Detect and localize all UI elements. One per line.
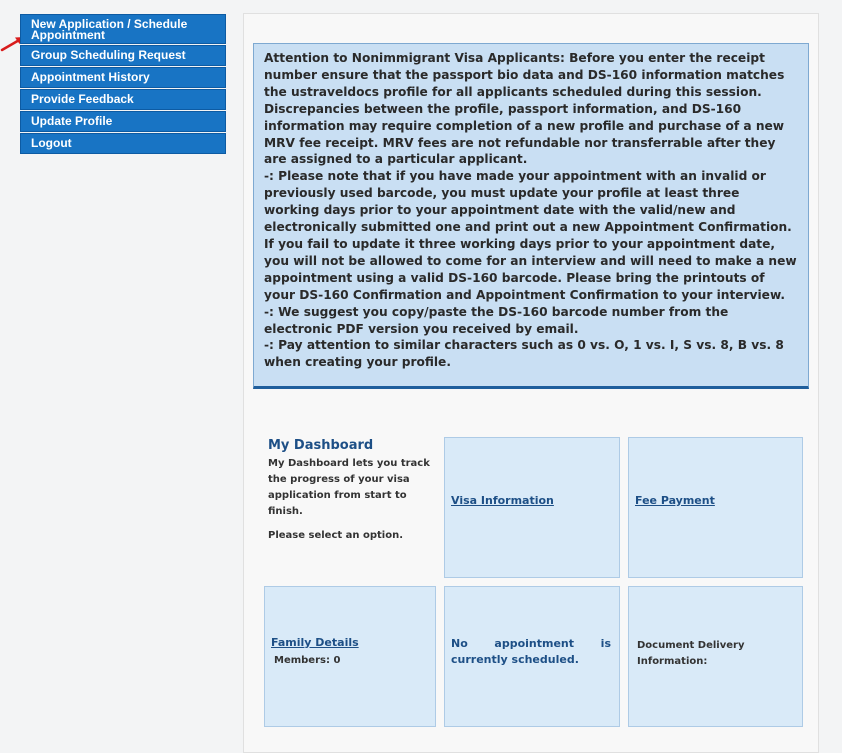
visa-notice-box (253, 43, 809, 389)
notice-paragraph: -: Please note that if you have made your appointment with an invalid or previously used barcode, you must update your profile at least three working days prior to your appointment date with the valid/new and electronically submitted one and print out a new Appointment Confirmation. If you fail to update it three working days prior to your appointment date, you will not be allowed to come for an interview and will need to make a new appointment using a valid DS-160 barcode. Please bring the printouts of your DS-160 Confirmation and Appointment Confirmation to your interview. (264, 169, 797, 302)
family-details-link[interactable]: Family Details (271, 636, 359, 649)
sidebar-nav (20, 14, 226, 155)
document-delivery-card (628, 586, 803, 727)
nav-group-scheduling[interactable]: Group Scheduling Request (20, 45, 226, 66)
dashboard-description: My Dashboard lets you track the progress of your visa application from start to finish. (268, 458, 430, 517)
family-details-card (264, 586, 436, 727)
family-members-count: Members: 0 (274, 655, 341, 666)
nav-provide-feedback[interactable]: Provide Feedback (20, 89, 226, 110)
visa-information-card (444, 437, 620, 578)
nav-logout[interactable]: Logout (20, 133, 226, 154)
notice-paragraph: -: We suggest you copy/paste the DS-160 barcode number from the electronic PDF version you received by email. (264, 304, 729, 336)
dashboard-title: My Dashboard (268, 438, 374, 453)
notice-paragraph: Attention to Nonimmigrant Visa Applicants: Before you enter the receipt number ensure that the passport bio data and DS-160 information matches the ustraveldocs profile for all applicants scheduled during this session. Discrepancies between the profile, passport information, and DS-160 information may require completion of a new profile and purchase of a new MRV fee receipt. MRV fees are not refundable nor transferrable after they are assigned to a particular applicant. (264, 51, 785, 167)
appointment-status-line: No appointment is (451, 637, 611, 650)
notice-paragraph: -: Pay attention to similar characters such as 0 vs. O, 1 vs. I, S vs. 8, B vs. 8 when creating your profile. (264, 338, 784, 370)
fee-payment-link[interactable]: Fee Payment (635, 494, 715, 507)
dashboard-prompt: Please select an option. (268, 530, 404, 541)
nav-new-application[interactable]: New Application / Schedule Appointment (20, 14, 226, 44)
document-delivery-text: Document Delivery Information: (637, 640, 745, 667)
nav-update-profile[interactable]: Update Profile (20, 111, 226, 132)
dashboard-intro (268, 438, 436, 541)
visa-information-link[interactable]: Visa Information (451, 494, 554, 507)
appointment-status-text (451, 636, 611, 668)
nav-appointment-history[interactable]: Appointment History (20, 67, 226, 88)
appointment-status-card (444, 586, 620, 727)
fee-payment-card (628, 437, 803, 578)
appointment-status-line: currently scheduled. (451, 653, 579, 666)
